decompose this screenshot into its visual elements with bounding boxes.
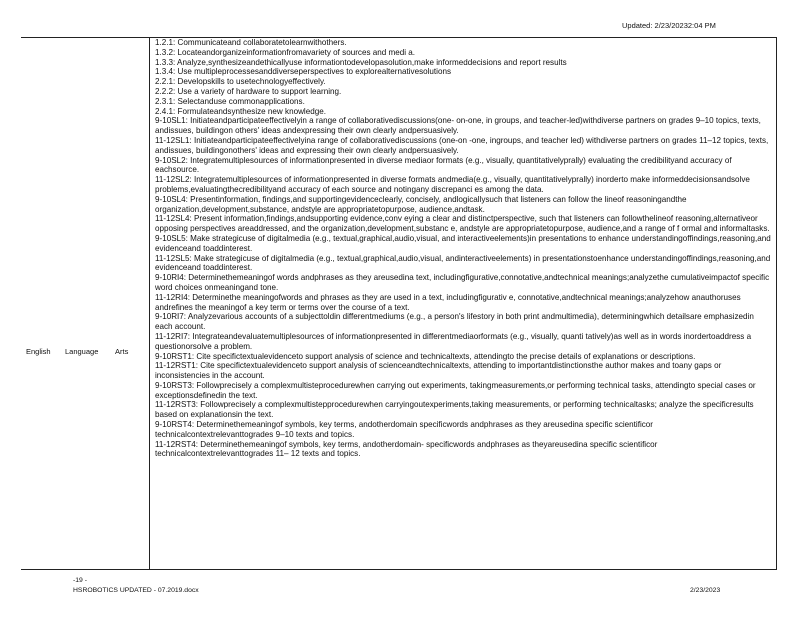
standard-item: 11-12RST1: Cite specifictextualevidenceto support analysis of scienceandtechnicaltexts, attending to importantdistinctionsthe author makes and toany gaps or inconsistencies in the account. [155,361,722,381]
standard-item: 9-10RI7: Analyzevarious accounts of a subjecttoldin differentmediums (e.g., a person's lifestory in both print andmultimedia), determiningwhich detailsare emphasizedin each account. [155,312,754,332]
footer-date: 2/23/2023 [690,587,721,594]
standard-item: 11-12RI4: Determinethe meaningofwords and phrases as they are used in a text, includingfigurativ e, connotative,andtechnical meanings;analyzehow anauthoruses andrefines the meaningof a key term or terms over the course of a text. [155,292,741,312]
standard-item: 9-10SL1: Initiateandparticipateeffectivelyin a range of collaborativediscussions(one- on-one, in groups, and teacher-led)withdiverse partners on grades 9–10 topics, texts, andissues, buildingon others' ideas andexpressing their own clearly andpersuasively. [155,116,761,136]
standard-item: 9-10RST4: Determinethemeaningof symbols, key terms, andotherdomain specificwords andphrases as they areusedina specific scientificor technicalcontextrelevanttogrades 9–10 texts and topics. [155,420,654,439]
standards-table [21,37,777,570]
standard-item: 9-10SL2: Integratemultiplesources of informationpresented in diverse mediaor formats (e.g., visually, quantitativelyprally) evaluating the credibilityand accuracy of eachsource. [155,155,732,175]
standard-item: 1.3.4: Use multipleprocessesanddiverseperspectives to explorealternativesolutions [155,67,452,77]
standard-item: 11-12SL5: Make strategicuse of digitalmedia (e.g., textual,graphical,audio,visual, andinteractiveelements) in presentationstoenhance understandingoffindings,reasoning,and evidenceand toaddinterest. [155,253,771,273]
standard-item: 11-12RST4: Determinethemeaningof symbols, key terms, andotherdomain- specificwords andphrases as theyareusedina specific scientificor technicalcontextrelevanttogrades 11– 12 texts and topics. [155,439,658,459]
standard-item: 2.3.1: Selectanduse commonapplications. [155,96,305,106]
table-right-border [776,38,777,569]
standard-item: 2.2.2: Use a variety of hardware to support learning. [155,86,342,96]
standards-list [155,38,773,459]
standard-item: 11-12RST3: Followprecisely a complexmultistepprocedurewhen carryingoutexperiments,taking measurements, or performing technicaltasks; analyze the specificresults based on explanationsin the text. [155,400,754,420]
standard-item: 9-10RST3: Followprecisely a complexmultisteprocedurewhen carrying out experiments, takingmeasurements,or performing technical tasks, attendingto special cases or exceptionsdefinedin the text. [155,380,756,400]
standard-item: 11-12SL1: Initiateandparticipateeffectivelyina range of collaborativediscussions (one-on -one, ingroups, and teacher led) withdiverse partners on grades 11–12 topics, texts, andissues, buildingonothers' ideas and expressing their own clearly andpersuasively. [155,135,769,155]
updated-timestamp: Updated: 2/23/20232:04 PM [622,21,716,30]
standard-item: 9-10SL5: Make strategicuse of digitalmedia (e.g., textual,graphical,audio,visual, and interactiveelements)in presentations to enhance understandingoffindings,reasoning,and evidenceand toaddinterest. [155,233,771,253]
standard-item: 2.2.1: Developskills to usetechnologyeffectively. [155,77,326,87]
standard-item: 11-12SL4: Present information,findings,andsupporting evidence,conv eying a clear and distinctperspective, such that listeners can followthelineof reasoning,alternativeor opposing perspectives areaddressed, and the organization,development,substanc e, andstyle are appropriatetopurpose, audience,and a range of f ormal and informaltasks. [155,214,770,234]
area-label: Language [65,347,99,356]
strand-label: Arts [115,347,129,356]
standard-item: 11-12SL2: Integratemultiplesources of informationpresented in diverse formats andmedia(e.g., visually, quantitativelyprally) inorderto make informeddecisionsandsolve problems,evaluatingthecredibilityand accuracy of each source and notingany discrepanci es among the data. [155,175,750,194]
standard-item: 2.4.1: Formulateandsynthesize new knowledge. [155,106,326,116]
document-filename: HSROBOTICS UPDATED - 07.2019.docx [73,587,199,594]
standard-item: 11-12RI7: Integrateandevaluatemultiplesources of informationpresented in differentmediaorformats (e.g., visually, quanti tatively)as well as in words inordertoaddress a questionorsolve a problem. [155,331,752,351]
standard-item: 9-10RST1: Cite specifictextualevidenceto support analysis of science and technicaltexts, attendingto the precise details of explanations or descriptions. [155,351,696,361]
page-number: -19 - [73,577,87,584]
standard-item: 1.3.3: Analyze,synthesizeandethicallyuse informationtodevelopasolution,make informeddecisions and report results [155,57,567,67]
standard-item: 9-10RI4: Determinethemeaningof words andphrases as they areusedina text, includingfigurative,connotative,andtechnical meanings;analyzethe cumulativeimpactof specific word choices onmeaningand tone. [155,273,770,292]
column-divider [149,38,150,569]
standard-item: 9-10SL4: Presentinformation, findings,and supportingevidenceclearly, concisely, andlogicallysuch that listeners can follow the lineof reasoningandthe organization,development,substance, andstyle are appropriatetopurpose, audience,andtask. [155,194,687,214]
standard-item: 1.2.1: Communicateand collaboratetolearnwithothers. [155,38,347,47]
subject-label: English [26,347,51,356]
standard-item: 1.3.2: Locateandorganizeinformationfromavariety of sources and medi a. [155,47,416,57]
